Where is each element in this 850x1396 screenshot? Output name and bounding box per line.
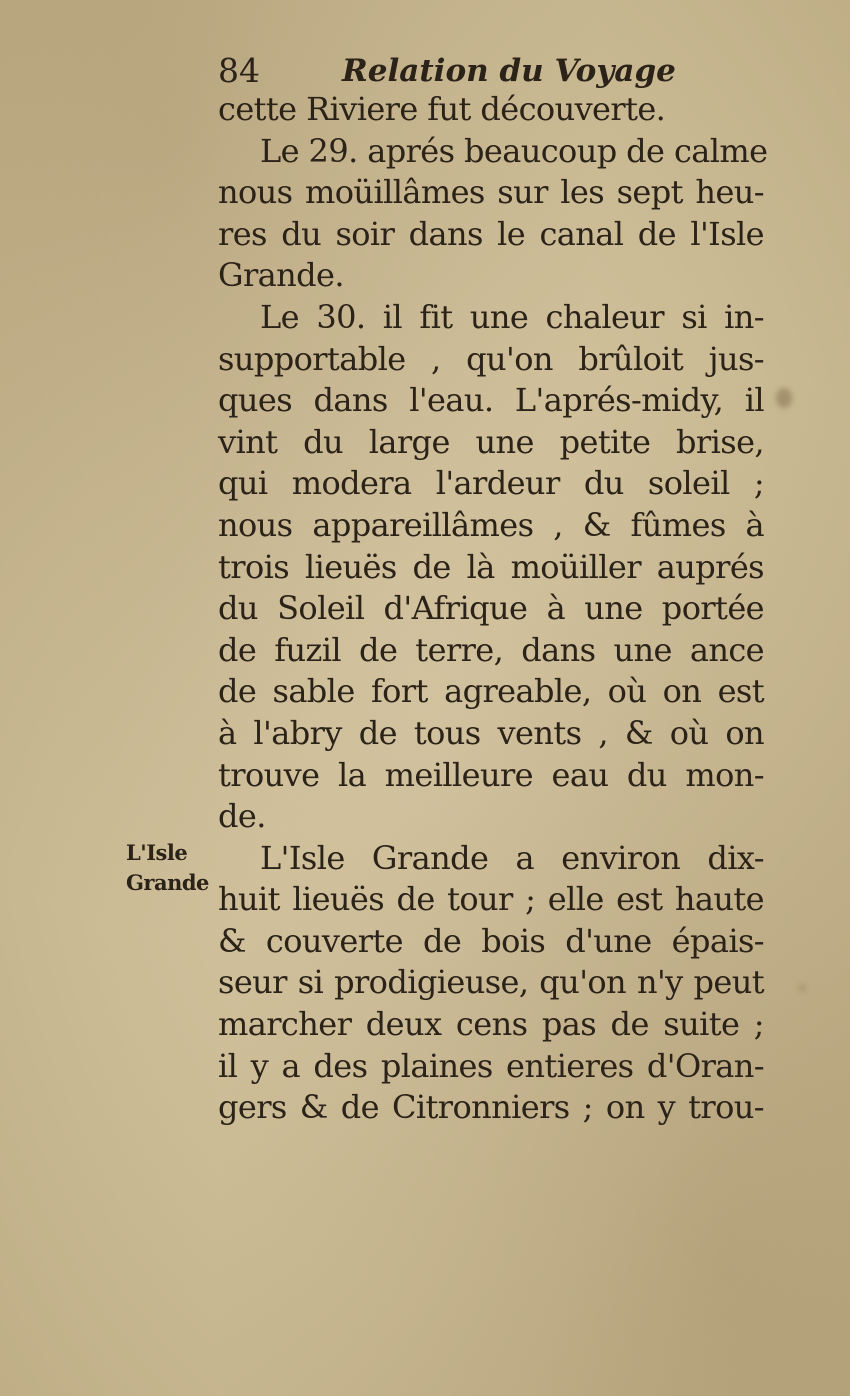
text-line: cette Riviere fut découverte. [218, 90, 666, 128]
text-line: Le 30. il fit une chaleur si in- [260, 297, 764, 336]
text-line: Le 29. aprés beaucoup de calme [260, 131, 768, 170]
text-line: marcher deux cens pas de suite ; [218, 1005, 764, 1044]
paper-stain [800, 985, 805, 991]
page-header [218, 48, 676, 94]
text-line: seur si prodigieuse, qu'on n'y peut [218, 963, 764, 1002]
body-text [218, 89, 768, 1129]
page-number: 84 [218, 51, 260, 90]
text-line: ques dans l'eau. L'aprés-midy, il [218, 381, 764, 420]
text-line: à l'abry de tous vents , & où on [218, 713, 764, 752]
text-line: supportable , qu'on brûloit jus- [218, 339, 764, 378]
text-line: trois lieuës de là moüiller auprés [218, 547, 764, 586]
text-line: huit lieuës de tour ; elle est haute [218, 880, 764, 919]
margin-note [126, 838, 216, 898]
text-line: du Soleil d'Afrique à une portée [218, 589, 764, 628]
text-line: Grande. [218, 256, 344, 295]
text-line: L'Isle Grande a environ dix- [260, 838, 764, 877]
text-line: vint du large une petite brise, [218, 422, 764, 461]
margin-note-line: L'Isle [126, 840, 188, 865]
text-line: res du soir dans le canal de l'Isle [218, 214, 764, 253]
text-line: de fuzil de terre, dans une ance [218, 630, 764, 669]
text-line: qui modera l'ardeur du soleil ; [218, 464, 764, 503]
text-line: nous moüillâmes sur les sept heu- [218, 173, 764, 212]
margin-note-line: Grande [126, 870, 209, 895]
text-line: de. [218, 797, 266, 836]
running-title: Relation du Voyage [342, 53, 676, 89]
text-line: trouve la meilleure eau du mon- [218, 755, 764, 794]
text-line: & couverte de bois d'une épais- [218, 921, 764, 960]
text-line: il y a des plaines entieres d'Oran- [218, 1046, 764, 1085]
text-line: nous appareillâmes , & fûmes à [218, 505, 764, 544]
text-line: gers & de Citronniers ; on y trou- [218, 1088, 764, 1127]
text-line: de sable fort agreable, où on est [218, 672, 764, 711]
paper-stain [776, 388, 792, 408]
